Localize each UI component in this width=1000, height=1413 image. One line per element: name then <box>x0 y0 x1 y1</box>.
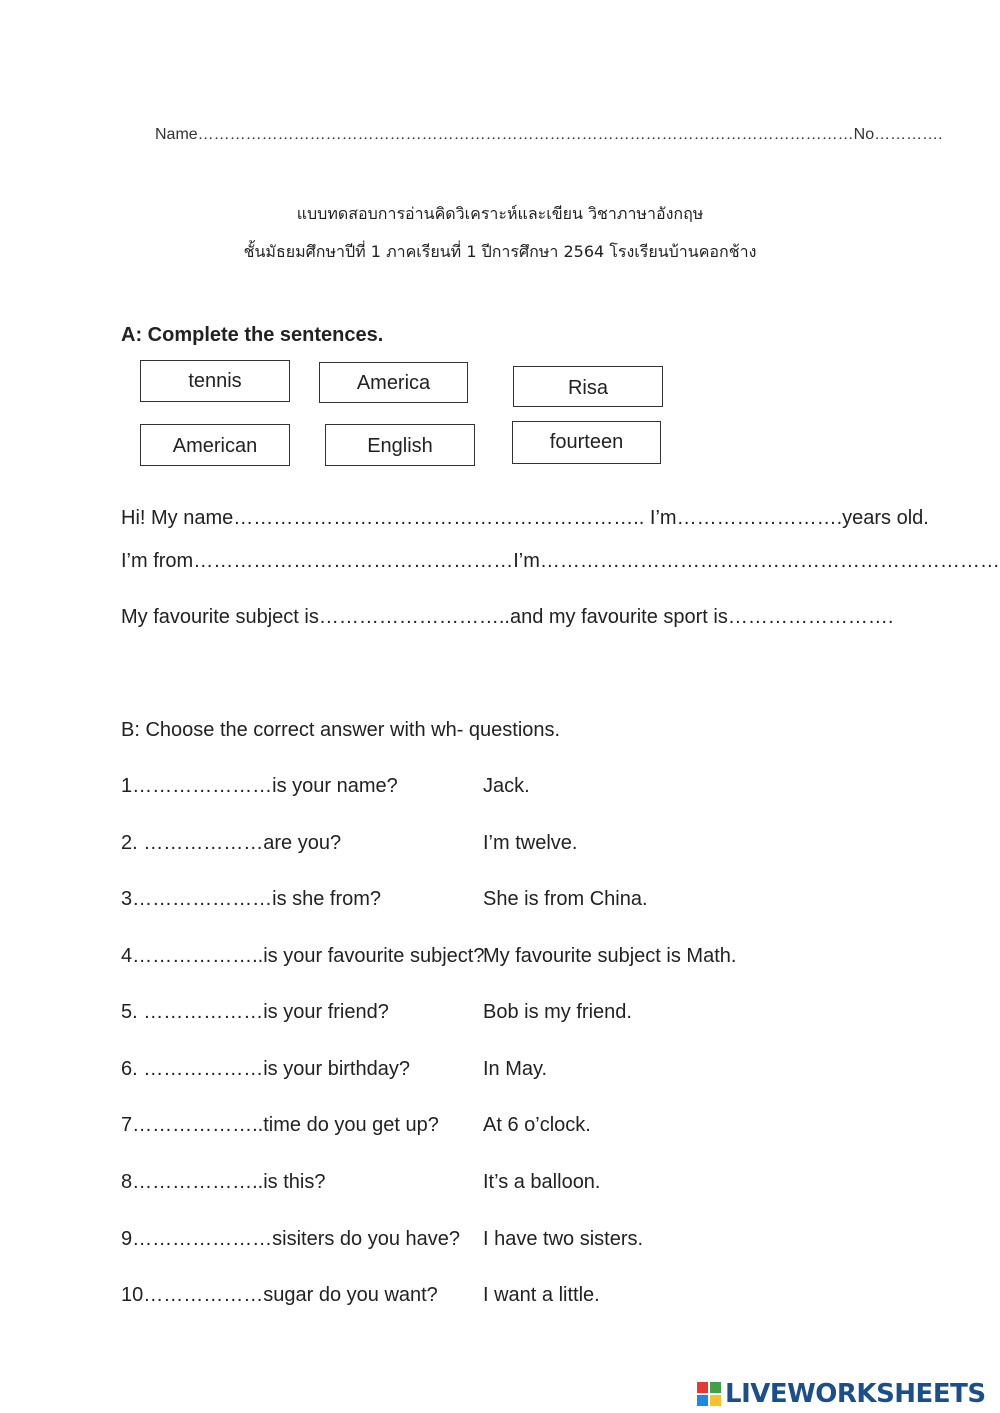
answer-2: I’m twelve. <box>483 832 578 854</box>
word-box-tennis: tennis <box>140 360 290 402</box>
word-box-english: English <box>325 424 475 466</box>
thai-title-line-2: ชั้นมัธยมศึกษาปีที่ 1 ภาคเรียนที่ 1 ปีการศึกษา 2564 โรงเรียนบ้านคอกช้าง <box>243 242 757 261</box>
question-10: 10………………sugar do you want? <box>121 1284 438 1306</box>
liveworksheets-logo <box>697 1379 986 1409</box>
word-box-america: America <box>319 362 468 403</box>
answer-10: I want a little. <box>483 1284 600 1306</box>
word-box-risa: Risa <box>513 366 663 407</box>
answer-8: It’s a balloon. <box>483 1171 601 1193</box>
logo-square-2 <box>710 1382 721 1393</box>
question-7: 7………………..time do you get up? <box>121 1114 439 1136</box>
logo-square-3 <box>697 1395 708 1406</box>
word-box-american: American <box>140 424 290 466</box>
answer-5: Bob is my friend. <box>483 1001 632 1023</box>
section-b-title: B: Choose the correct answer with wh- questions. <box>121 719 561 741</box>
answer-7: At 6 o’clock. <box>483 1114 591 1136</box>
answer-9: I have two sisters. <box>483 1228 644 1250</box>
answer-3: She is from China. <box>483 888 648 910</box>
word-box-fourteen: fourteen <box>512 421 661 464</box>
logo-text: LIVEWORKSHEETS <box>725 1379 986 1409</box>
name-number-line: Name……………………………………………………………………………………………………………No…………. <box>155 126 943 143</box>
question-5: 5. ………………is your friend? <box>121 1001 389 1023</box>
sentence-line-3: My favourite subject is………………………..and my favourite sport is……………………. <box>121 606 894 628</box>
sentence-line-2: I’m from…………………………………………I’m…………………………………………………………… <box>121 550 1000 572</box>
thai-title-line-1: แบบทดสอบการอ่านคิดวิเคราะห์และเขียน วิชาภาษาอังกฤษ <box>296 204 704 223</box>
question-4: 4………………..is your favourite subject? <box>121 945 485 967</box>
logo-square-1 <box>697 1382 708 1393</box>
question-1: 1…………………is your name? <box>121 775 398 797</box>
question-8: 8………………..is this? <box>121 1171 326 1193</box>
question-3: 3…………………is she from? <box>121 888 382 910</box>
sentence-line-1: Hi! My name…………………………………………………….. I’m…………………….years old. <box>121 507 929 529</box>
section-a-title: A: Complete the sentences. <box>121 324 384 346</box>
answer-6: In May. <box>483 1058 548 1080</box>
question-9: 9…………………sisiters do you have? <box>121 1228 461 1250</box>
question-6: 6. ………………is your birthday? <box>121 1058 410 1080</box>
answer-1: Jack. <box>483 775 530 797</box>
question-2: 2. ………………are you? <box>121 832 342 854</box>
logo-square-4 <box>710 1395 721 1406</box>
answer-4: My favourite subject is Math. <box>483 945 737 967</box>
logo-grid-icon <box>697 1382 722 1407</box>
